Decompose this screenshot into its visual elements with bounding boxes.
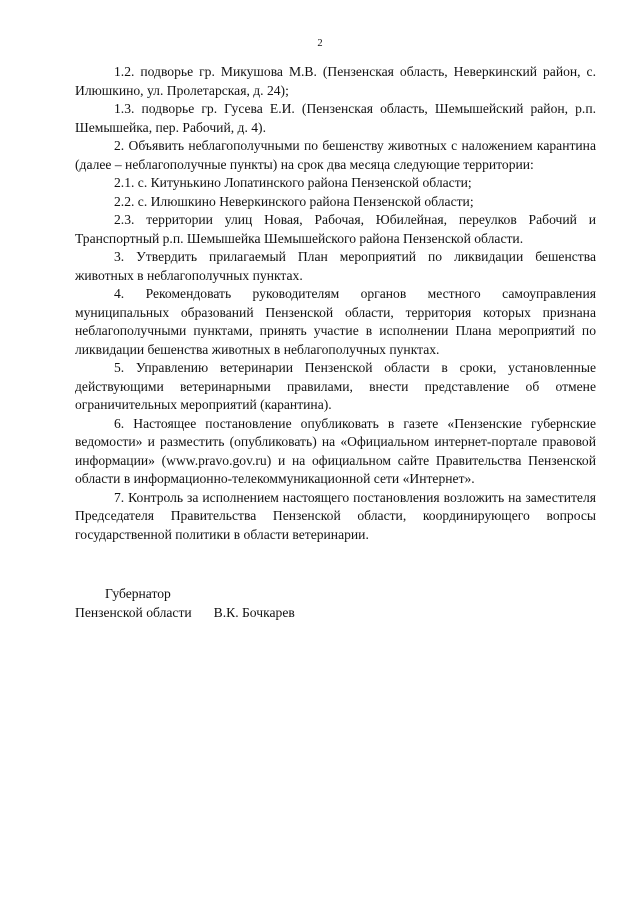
signature-region: Пензенской области (75, 604, 192, 620)
paragraph-1-2: 1.2. подворье гр. Микушова М.В. (Пензенская область, Неверкинский район, с. Илюшкино, ул. Пролетарская, д. 24); (75, 64, 596, 98)
paragraph-4: 4. Рекомендовать руководителям органов местного самоуправления муниципальных образований Пензенской области, территория которых признана неблагополучными пунктами, принять участие в исполнении Плана мероприятий по ликвидации бешенства животных в неблагополучных пунктах. (75, 286, 596, 357)
page-number: 2 (317, 38, 323, 49)
paragraph-2-3: 2.3. территории улиц Новая, Рабочая, Юбилейная, переулков Рабочий и Транспортный р.п. Шемышейка Шемышейского района Пензенской области. (75, 212, 596, 246)
signature-block (75, 585, 475, 622)
paragraph-6: 6. Настоящее постановление опубликовать в газете «Пензенские губернские ведомости» и разместить (опубликовать) на «Официальном интернет-портале правовой информации» (www.pravo.gov.ru) и на официальном сайте Правительства Пензенской области в информационно-телекоммуникационной сети «Интернет». (75, 415, 596, 486)
paragraph-5: 5. Управлению ветеринарии Пензенской области в сроки, установленные действующими ветеринарными правилами, внести представление об отмене ограничительных мероприятий (карантина). (75, 360, 596, 412)
document-body (75, 63, 596, 544)
signature-row (75, 604, 475, 623)
signature-name: В.К. Бочкарев (213, 604, 295, 620)
paragraph-2-1: 2.1. с. Китунькино Лопатинского района Пензенской области; (114, 175, 472, 190)
paragraph-2: 2. Объявить неблагополучными по бешенству животных с наложением карантина (далее – неблагополучные пункты) на срок два месяца следующие территории: (75, 138, 596, 172)
paragraph-7: 7. Контроль за исполнением настоящего постановления возложить на заместителя Председателя Правительства Пензенской области, координирующего вопросы государственной политики в области ветеринарии. (75, 489, 596, 542)
paragraph-2-2: 2.2. с. Илюшкино Неверкинского района Пензенской области; (114, 193, 474, 209)
paragraph-1-3: 1.3. подворье гр. Гусева Е.И. (Пензенская область, Шемышейский район, р.п. Шемышейка, пер. Рабочий, д. 4). (75, 101, 596, 135)
signature-title: Губернатор (105, 586, 171, 601)
paragraph-3: 3. Утвердить прилагаемый План мероприятий по ликвидации бешенства животных в неблагополучных пунктах. (75, 249, 596, 283)
